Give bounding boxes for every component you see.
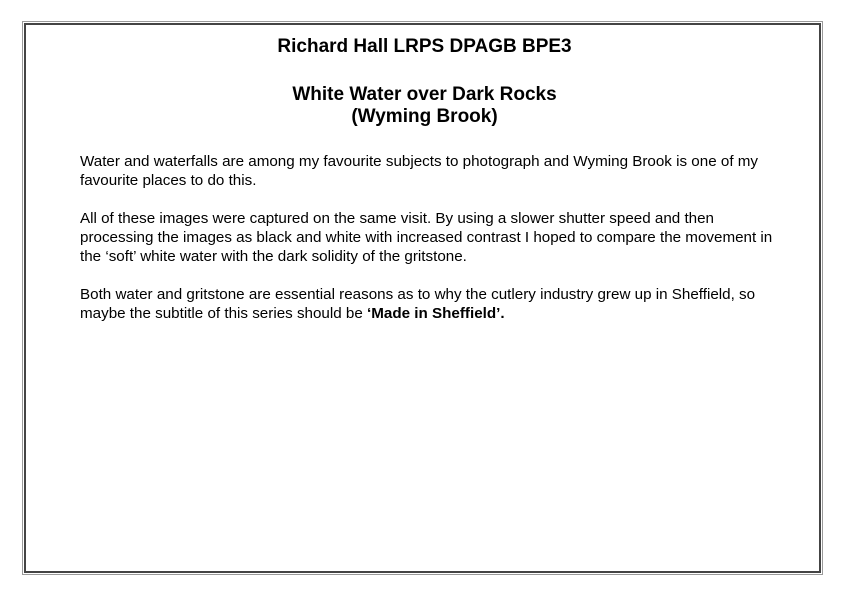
author-heading: Richard Hall LRPS DPAGB BPE3 [277, 36, 572, 57]
paragraph-3 [80, 285, 780, 323]
paragraph-1: Water and waterfalls are among my favourite subjects to photograph and Wyming Brook is one of my favourite places to do this. [80, 153, 759, 189]
body-text [80, 152, 780, 342]
title-line-2: (Wyming Brook) [351, 106, 498, 127]
title-line-1: White Water over Dark Rocks [292, 84, 557, 105]
document-title [0, 84, 849, 128]
paragraph-2: All of these images were captured on the same visit. By using a slower shutter speed and then processing the images as black and white with increased contrast I hoped to compare the movement in the ‘soft’ white water with the dark solidity of the gritstone. [80, 210, 773, 265]
paragraph-3-text: Both water and gritstone are essential reasons as to why the cutlery industry grew up in Sheffield, so maybe the subtitle of this series should be [80, 286, 756, 322]
paragraph-3-bold: ‘Made in Sheffield’. [367, 305, 505, 322]
